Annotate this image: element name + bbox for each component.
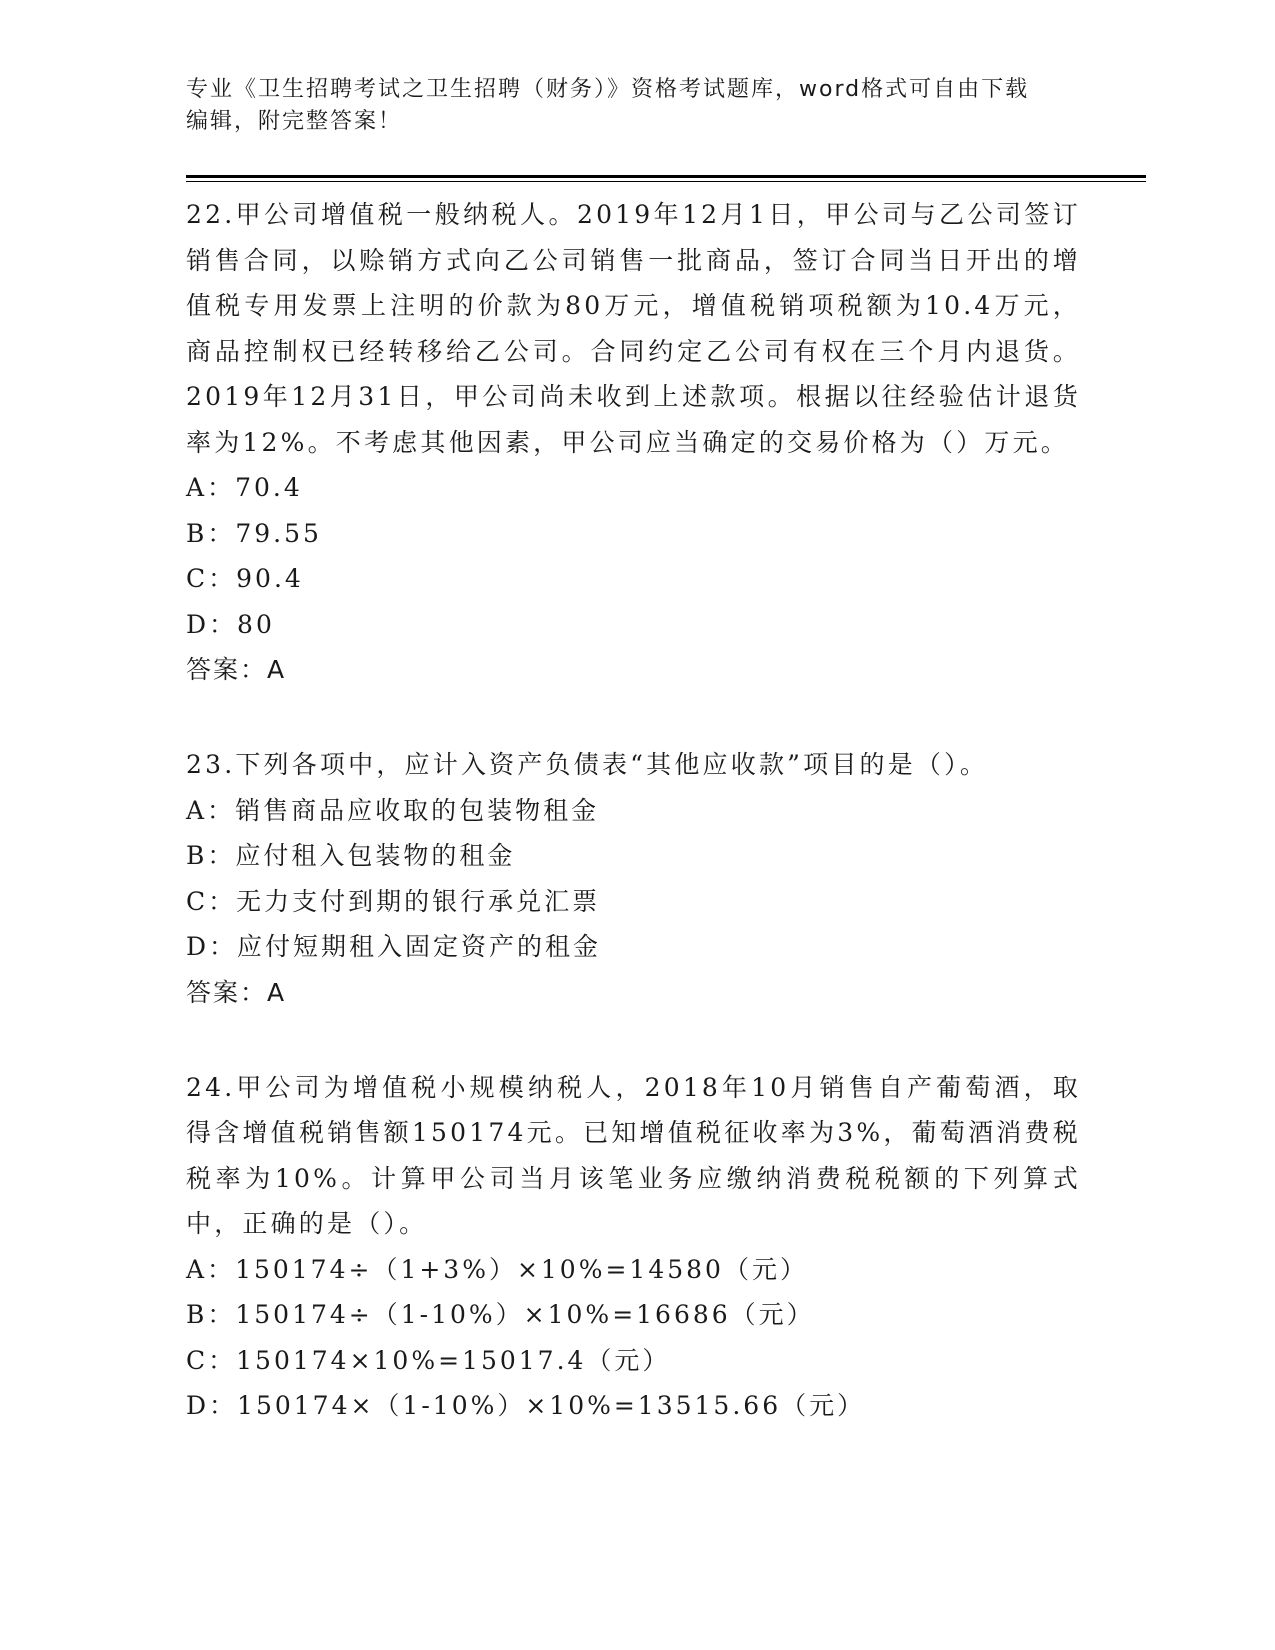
document-header: [186, 74, 1066, 138]
option-text: 70.4: [235, 473, 303, 502]
option-c: [186, 1338, 1081, 1384]
option-b: [186, 1292, 1081, 1338]
option-text: 150174×10%=15017.4（元）: [236, 1345, 671, 1375]
option-b: [186, 511, 1081, 557]
option-b: [186, 833, 1081, 879]
option-c: [186, 879, 1081, 925]
option-a: [186, 465, 1081, 511]
option-key: D：: [186, 609, 238, 639]
option-text: 79.55: [235, 518, 322, 548]
option-d: [186, 602, 1081, 648]
header-line-1: 专业《卫生招聘考试之卫生招聘（财务）》资格考试题库，word格式可自由下载: [186, 77, 1030, 102]
option-key: B：: [186, 1300, 236, 1329]
header-divider-thin: [186, 181, 1146, 182]
option-text: 销售商品应收取的包装物租金: [235, 795, 600, 825]
option-c: [186, 556, 1081, 602]
question-24: [186, 1061, 1081, 1429]
option-key: B：: [186, 841, 236, 870]
header-divider-thick: [186, 175, 1146, 178]
answer-line: 答案：A: [186, 655, 287, 684]
header-line-2: 编辑，附完整答案！: [186, 109, 403, 134]
question-gap: [186, 1015, 1081, 1061]
option-list: [186, 1247, 1081, 1429]
option-list: [186, 465, 1081, 647]
option-a: [186, 1247, 1081, 1293]
option-list: [186, 788, 1081, 970]
option-a: [186, 788, 1081, 834]
option-text: 应付租入包装物的租金: [235, 841, 516, 870]
question-stem: 24.甲公司为增值税小规模纳税人，2018年10月销售自产葡萄酒，取得含增值税销售额150174元。已知增值税征收率为3%，葡萄酒消费税税率为10%。计算甲公司当月该笔业务应缴纳消费税税额的下列算式中，正确的是（）。: [186, 1072, 1081, 1238]
option-key: A：: [186, 473, 236, 502]
option-key: A：: [186, 1254, 236, 1284]
option-key: D：: [186, 1391, 238, 1420]
option-d: [186, 1383, 1081, 1429]
option-text: 150174÷（1-10%）×10%=16686（元）: [235, 1300, 815, 1329]
question-23: [186, 738, 1081, 1015]
option-key: C：: [186, 1345, 237, 1375]
answer-line: 答案：A: [186, 977, 287, 1007]
question-22: [186, 188, 1081, 693]
question-list: [186, 188, 1081, 1429]
option-text: 90.4: [236, 564, 304, 593]
option-key: D：: [186, 932, 238, 961]
option-key: B：: [186, 518, 236, 548]
option-key: C：: [186, 564, 237, 593]
option-text: 150174×（1-10%）×10%=13515.66（元）: [237, 1391, 866, 1420]
option-key: C：: [186, 886, 237, 916]
option-text: 无力支付到期的银行承兑汇票: [236, 886, 601, 916]
question-stem: 22.甲公司增值税一般纳税人。2019年12月1日，甲公司与乙公司签订销售合同，以赊销方式向乙公司销售一批商品，签订合同当日开出的增值税专用发票上注明的价款为80万元，增值税销项税额为10.4万元，商品控制权已经转移给乙公司。合同约定乙公司有权在三个月内退货。2019年12月31日，甲公司尚未收到上述款项。根据以往经验估计退货率为12%。不考虑其他因素，甲公司应当确定的交易价格为（）万元。: [186, 200, 1081, 457]
question-stem: 23.下列各项中，应计入资产负债表“其他应收款”项目的是（）。: [186, 750, 989, 779]
option-text: 80: [237, 609, 275, 639]
option-d: [186, 924, 1081, 970]
option-text: 应付短期租入固定资产的租金: [237, 932, 602, 961]
question-gap: [186, 693, 1081, 739]
option-text: 150174÷（1+3%）×10%=14580（元）: [235, 1254, 808, 1284]
option-key: A：: [186, 795, 236, 825]
